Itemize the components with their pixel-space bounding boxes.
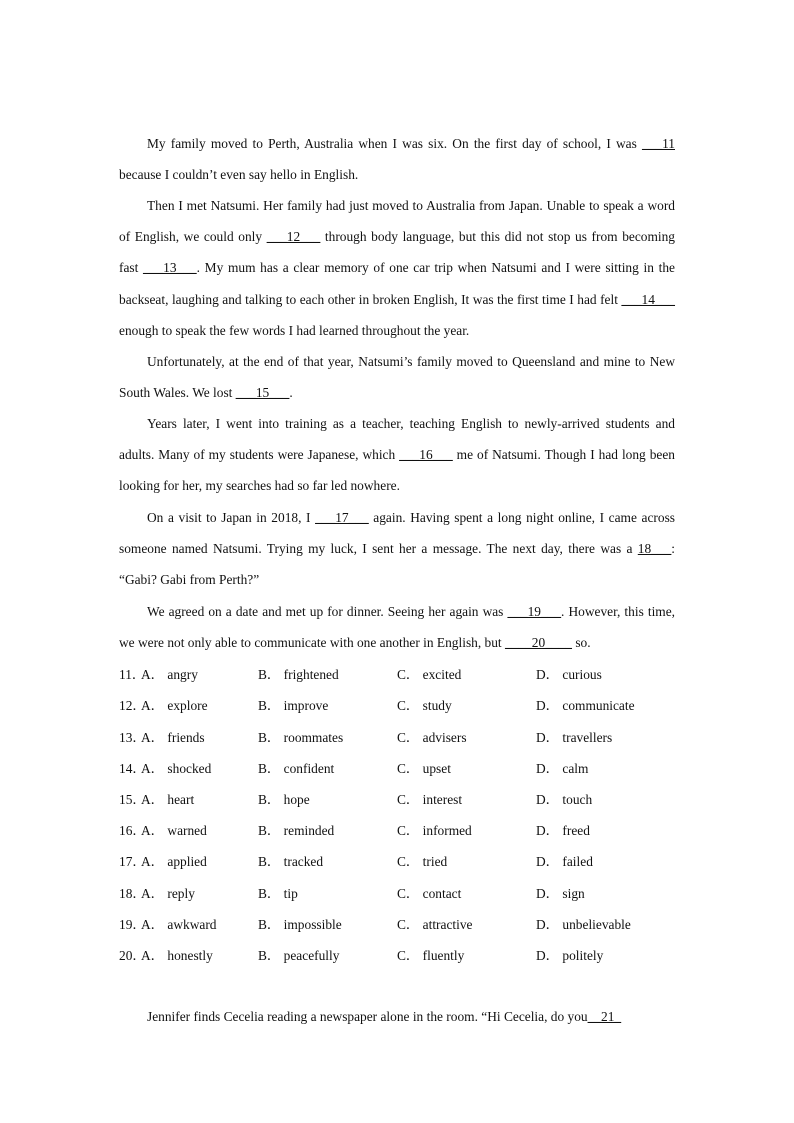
option-b[interactable]: B． frightened: [258, 667, 339, 682]
question-number: 13．: [119, 730, 146, 745]
question-row: [119, 665, 679, 685]
passage-text: On a visit to Japan in 2018, I: [147, 510, 316, 525]
option-d[interactable]: D． travellers: [536, 730, 613, 745]
question-number: 12．: [119, 698, 146, 713]
option-b[interactable]: B． reminded: [258, 823, 335, 838]
passage-text: .: [289, 385, 293, 401]
question-number: 19．: [119, 917, 146, 932]
answer-blank[interactable]: ___14___: [621, 291, 675, 307]
answer-blank[interactable]: ___13___: [143, 260, 197, 276]
question-number: 11．: [119, 667, 146, 682]
question-row: [119, 884, 679, 904]
option-a[interactable]: A． warned: [141, 823, 207, 838]
option-c[interactable]: C． tried: [397, 854, 448, 869]
option-c[interactable]: C． interest: [397, 792, 463, 807]
option-a[interactable]: A． friends: [141, 730, 205, 745]
passage-paragraph-4: [119, 408, 675, 502]
option-a[interactable]: A． heart: [141, 792, 195, 807]
answer-blank[interactable]: ___16___: [399, 447, 453, 463]
question-number: 17．: [119, 854, 146, 869]
option-b[interactable]: B． tracked: [258, 854, 324, 869]
passage-text: through body language, but this did not stop us from becoming fast: [119, 229, 676, 276]
option-c[interactable]: C． study: [397, 698, 452, 713]
answer-blank[interactable]: ___12___: [266, 229, 321, 245]
option-a[interactable]: A． shocked: [141, 761, 212, 776]
passage-text: again. Having spent a long night online, I came across someone named Natsumi. Trying my luck, I sent her a message. The next day, there was a: [119, 510, 675, 557]
passage-text: . My mum has a clear memory of one car trip when Natsumi and I were sitting in the backseat, laughing and talking to each other in broken English, It was the first time I had felt: [119, 260, 675, 307]
option-c[interactable]: C． contact: [397, 886, 462, 901]
option-d[interactable]: D． unbelievable: [536, 917, 631, 932]
question-number: 15．: [119, 792, 146, 807]
answer-blank[interactable]: ____20____: [505, 635, 572, 651]
option-d[interactable]: D． touch: [536, 792, 593, 807]
option-a[interactable]: A． awkward: [141, 917, 217, 932]
option-c[interactable]: C． informed: [397, 823, 472, 838]
option-a[interactable]: A． explore: [141, 698, 208, 713]
question-number: 18．: [119, 886, 146, 901]
question-number: 14．: [119, 761, 146, 776]
passage-text: Jennifer finds Cecelia reading a newspaper alone in the room. “Hi Cecelia, do you: [147, 1009, 588, 1024]
option-b[interactable]: B． impossible: [258, 917, 342, 932]
option-c[interactable]: C． upset: [397, 761, 451, 776]
question-row: [119, 915, 679, 935]
option-d[interactable]: D． calm: [536, 761, 589, 776]
passage-text: . However, this time, we were not only able to communicate with one another in English, but: [119, 604, 676, 651]
passage-paragraph-5: [119, 502, 675, 596]
option-d[interactable]: D． sign: [536, 886, 585, 901]
option-b[interactable]: B． improve: [258, 698, 329, 713]
option-c[interactable]: C． advisers: [397, 730, 467, 745]
option-a[interactable]: A． reply: [141, 886, 195, 901]
question-row: [119, 790, 679, 810]
answer-blank[interactable]: __21_: [587, 1009, 622, 1024]
passage-paragraph-1: [119, 128, 675, 190]
question-row: [119, 696, 679, 716]
option-d[interactable]: D． freed: [536, 823, 590, 838]
option-a[interactable]: A． honestly: [141, 948, 213, 963]
passage-text: so.: [571, 635, 591, 651]
passage-text: My family moved to Perth, Australia when I was six. On the first day of school, I was: [147, 136, 643, 151]
question-number: 16．: [119, 823, 146, 838]
option-d[interactable]: D． curious: [536, 667, 602, 682]
question-row: [119, 759, 679, 779]
option-c[interactable]: C． excited: [397, 667, 462, 682]
passage-text: enough to speak the few words I had learned throughout the year.: [119, 322, 470, 338]
passage2-paragraph-1: [119, 1001, 675, 1032]
passage-text: We agreed on a date and met up for dinner. Seeing her again was: [147, 604, 508, 619]
question-row: [119, 821, 679, 841]
option-b[interactable]: B． peacefully: [258, 948, 340, 963]
question-row: [119, 728, 679, 748]
passage-text: : “Gabi? Gabi from Perth?”: [119, 541, 675, 588]
question-row: [119, 852, 679, 872]
answer-blank[interactable]: ___15___: [235, 385, 290, 401]
option-d[interactable]: D． failed: [536, 854, 593, 869]
passage-text: Then I met Natsumi. Her family had just moved to Australia from Japan. Unable to speak a word of English, we could only: [119, 198, 675, 245]
passage-paragraph-2: [119, 190, 675, 346]
option-b[interactable]: B． confident: [258, 761, 335, 776]
passage-paragraph-3: [119, 346, 675, 408]
question-row: [119, 946, 679, 966]
answer-blank[interactable]: ___17___: [315, 510, 369, 525]
passage-text: me of Natsumi. Though I had long been looking for her, my searches had so far led nowhere.: [119, 447, 675, 494]
option-b[interactable]: B． tip: [258, 886, 298, 901]
passage-text: Unfortunately, at the end of that year, Natsumi’s family moved to Queensland and mine to New South Wales. We lost: [119, 354, 675, 401]
option-c[interactable]: C． fluently: [397, 948, 465, 963]
option-d[interactable]: D． communicate: [536, 698, 635, 713]
passage-text: because I couldn’t even say hello in English.: [119, 167, 359, 183]
answer-blank[interactable]: ___19___: [507, 604, 562, 619]
option-a[interactable]: A． applied: [141, 854, 207, 869]
option-a[interactable]: A． angry: [141, 667, 198, 682]
option-d[interactable]: D． politely: [536, 948, 604, 963]
option-b[interactable]: B． hope: [258, 792, 310, 807]
answer-blank[interactable]: ___11: [642, 136, 675, 151]
passage-paragraph-6: [119, 596, 675, 658]
answer-blank[interactable]: 18___: [637, 541, 672, 557]
option-b[interactable]: B． roommates: [258, 730, 344, 745]
question-number: 20．: [119, 948, 146, 963]
option-c[interactable]: C． attractive: [397, 917, 473, 932]
passage-text: Years later, I went into training as a teacher, teaching English to newly-arrived students and adults. Many of my students were Japanese, which: [119, 416, 675, 463]
